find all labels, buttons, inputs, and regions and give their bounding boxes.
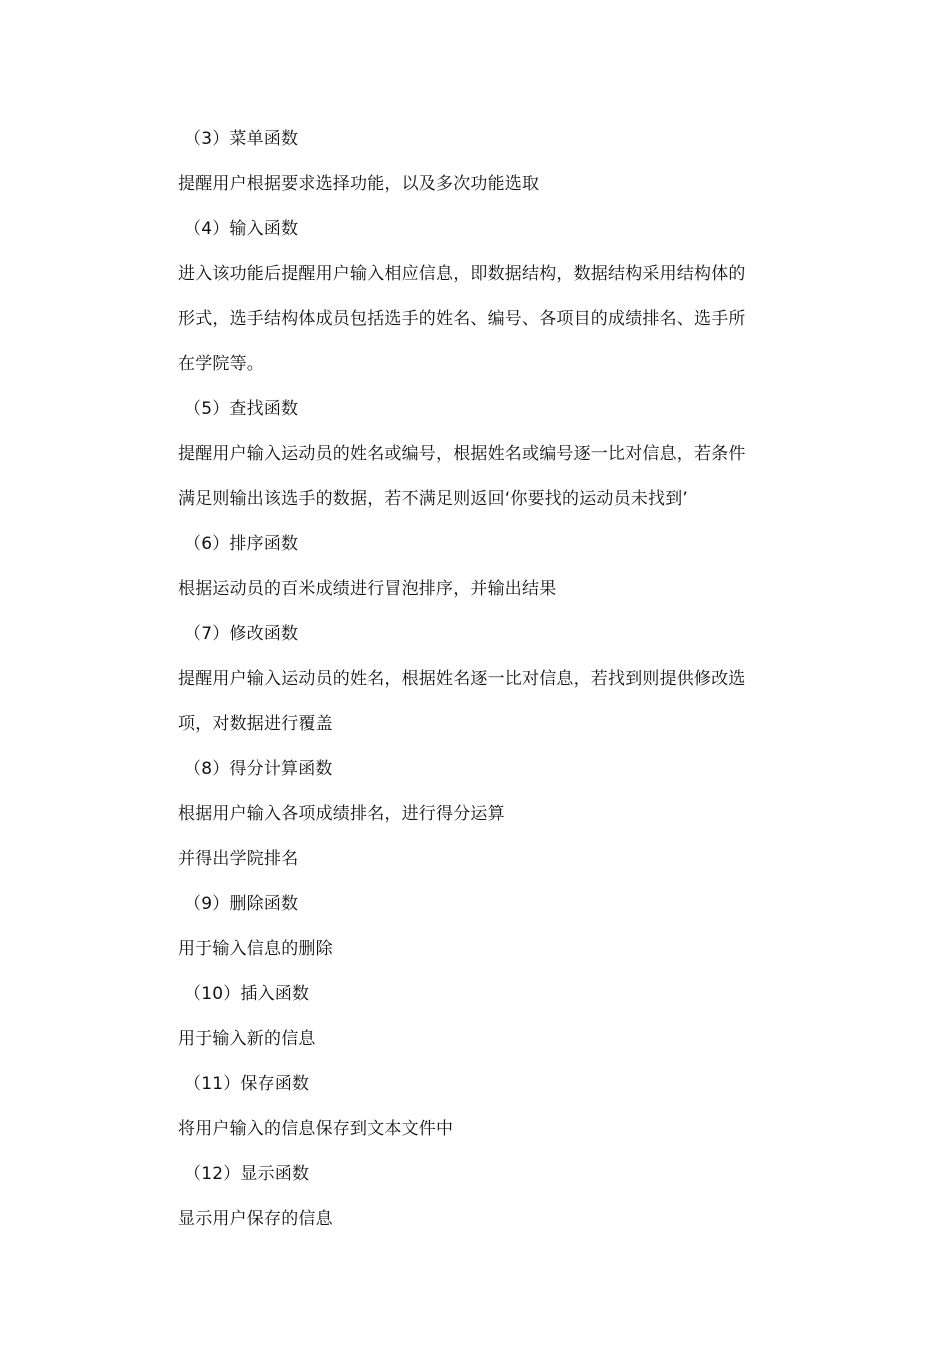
paragraph-line: 用于输入新的信息 bbox=[178, 1029, 316, 1049]
section-heading-menu-function: （3）菜单函数 bbox=[184, 129, 299, 149]
paragraph-line: 进入该功能后提醒用户输入相应信息，即数据结构，数据结构采用结构体的 bbox=[178, 264, 746, 284]
paragraph-line: 形式，选手结构体成员包括选手的姓名、编号、各项目的成绩排名、选手所 bbox=[178, 309, 746, 329]
paragraph-line: 显示用户保存的信息 bbox=[178, 1209, 333, 1229]
section-heading-modify-function: （7）修改函数 bbox=[184, 624, 299, 644]
paragraph-line: 将用户输入的信息保存到文本文件中 bbox=[178, 1119, 454, 1139]
section-heading-insert-function: （10）插入函数 bbox=[184, 984, 310, 1004]
paragraph-line: 满足则输出该选手的数据，若不满足则返回‘你要找的运动员未找到’ bbox=[178, 489, 689, 509]
section-heading-search-function: （5）查找函数 bbox=[184, 399, 299, 419]
paragraph-line: 并得出学院排名 bbox=[178, 849, 299, 869]
paragraph-line: 根据用户输入各项成绩排名，进行得分运算 bbox=[178, 804, 505, 824]
paragraph-line: 提醒用户输入运动员的姓名或编号，根据姓名或编号逐一比对信息，若条件 bbox=[178, 444, 746, 464]
section-heading-score-function: （8）得分计算函数 bbox=[184, 759, 333, 779]
section-heading-sort-function: （6）排序函数 bbox=[184, 534, 299, 554]
section-heading-save-function: （11）保存函数 bbox=[184, 1074, 310, 1094]
paragraph-line: 在学院等。 bbox=[178, 354, 264, 374]
paragraph-line: 用于输入信息的删除 bbox=[178, 939, 333, 959]
section-heading-display-function: （12）显示函数 bbox=[184, 1164, 310, 1184]
paragraph-line: 提醒用户根据要求选择功能，以及多次功能选取 bbox=[178, 174, 540, 194]
section-heading-delete-function: （9）删除函数 bbox=[184, 894, 299, 914]
document-page bbox=[178, 117, 778, 1242]
paragraph-line: 提醒用户输入运动员的姓名，根据姓名逐一比对信息，若找到则提供修改选 bbox=[178, 669, 746, 689]
paragraph-line: 项，对数据进行覆盖 bbox=[178, 714, 333, 734]
paragraph-line: 根据运动员的百米成绩进行冒泡排序，并输出结果 bbox=[178, 579, 557, 599]
section-heading-input-function: （4）输入函数 bbox=[184, 219, 299, 239]
